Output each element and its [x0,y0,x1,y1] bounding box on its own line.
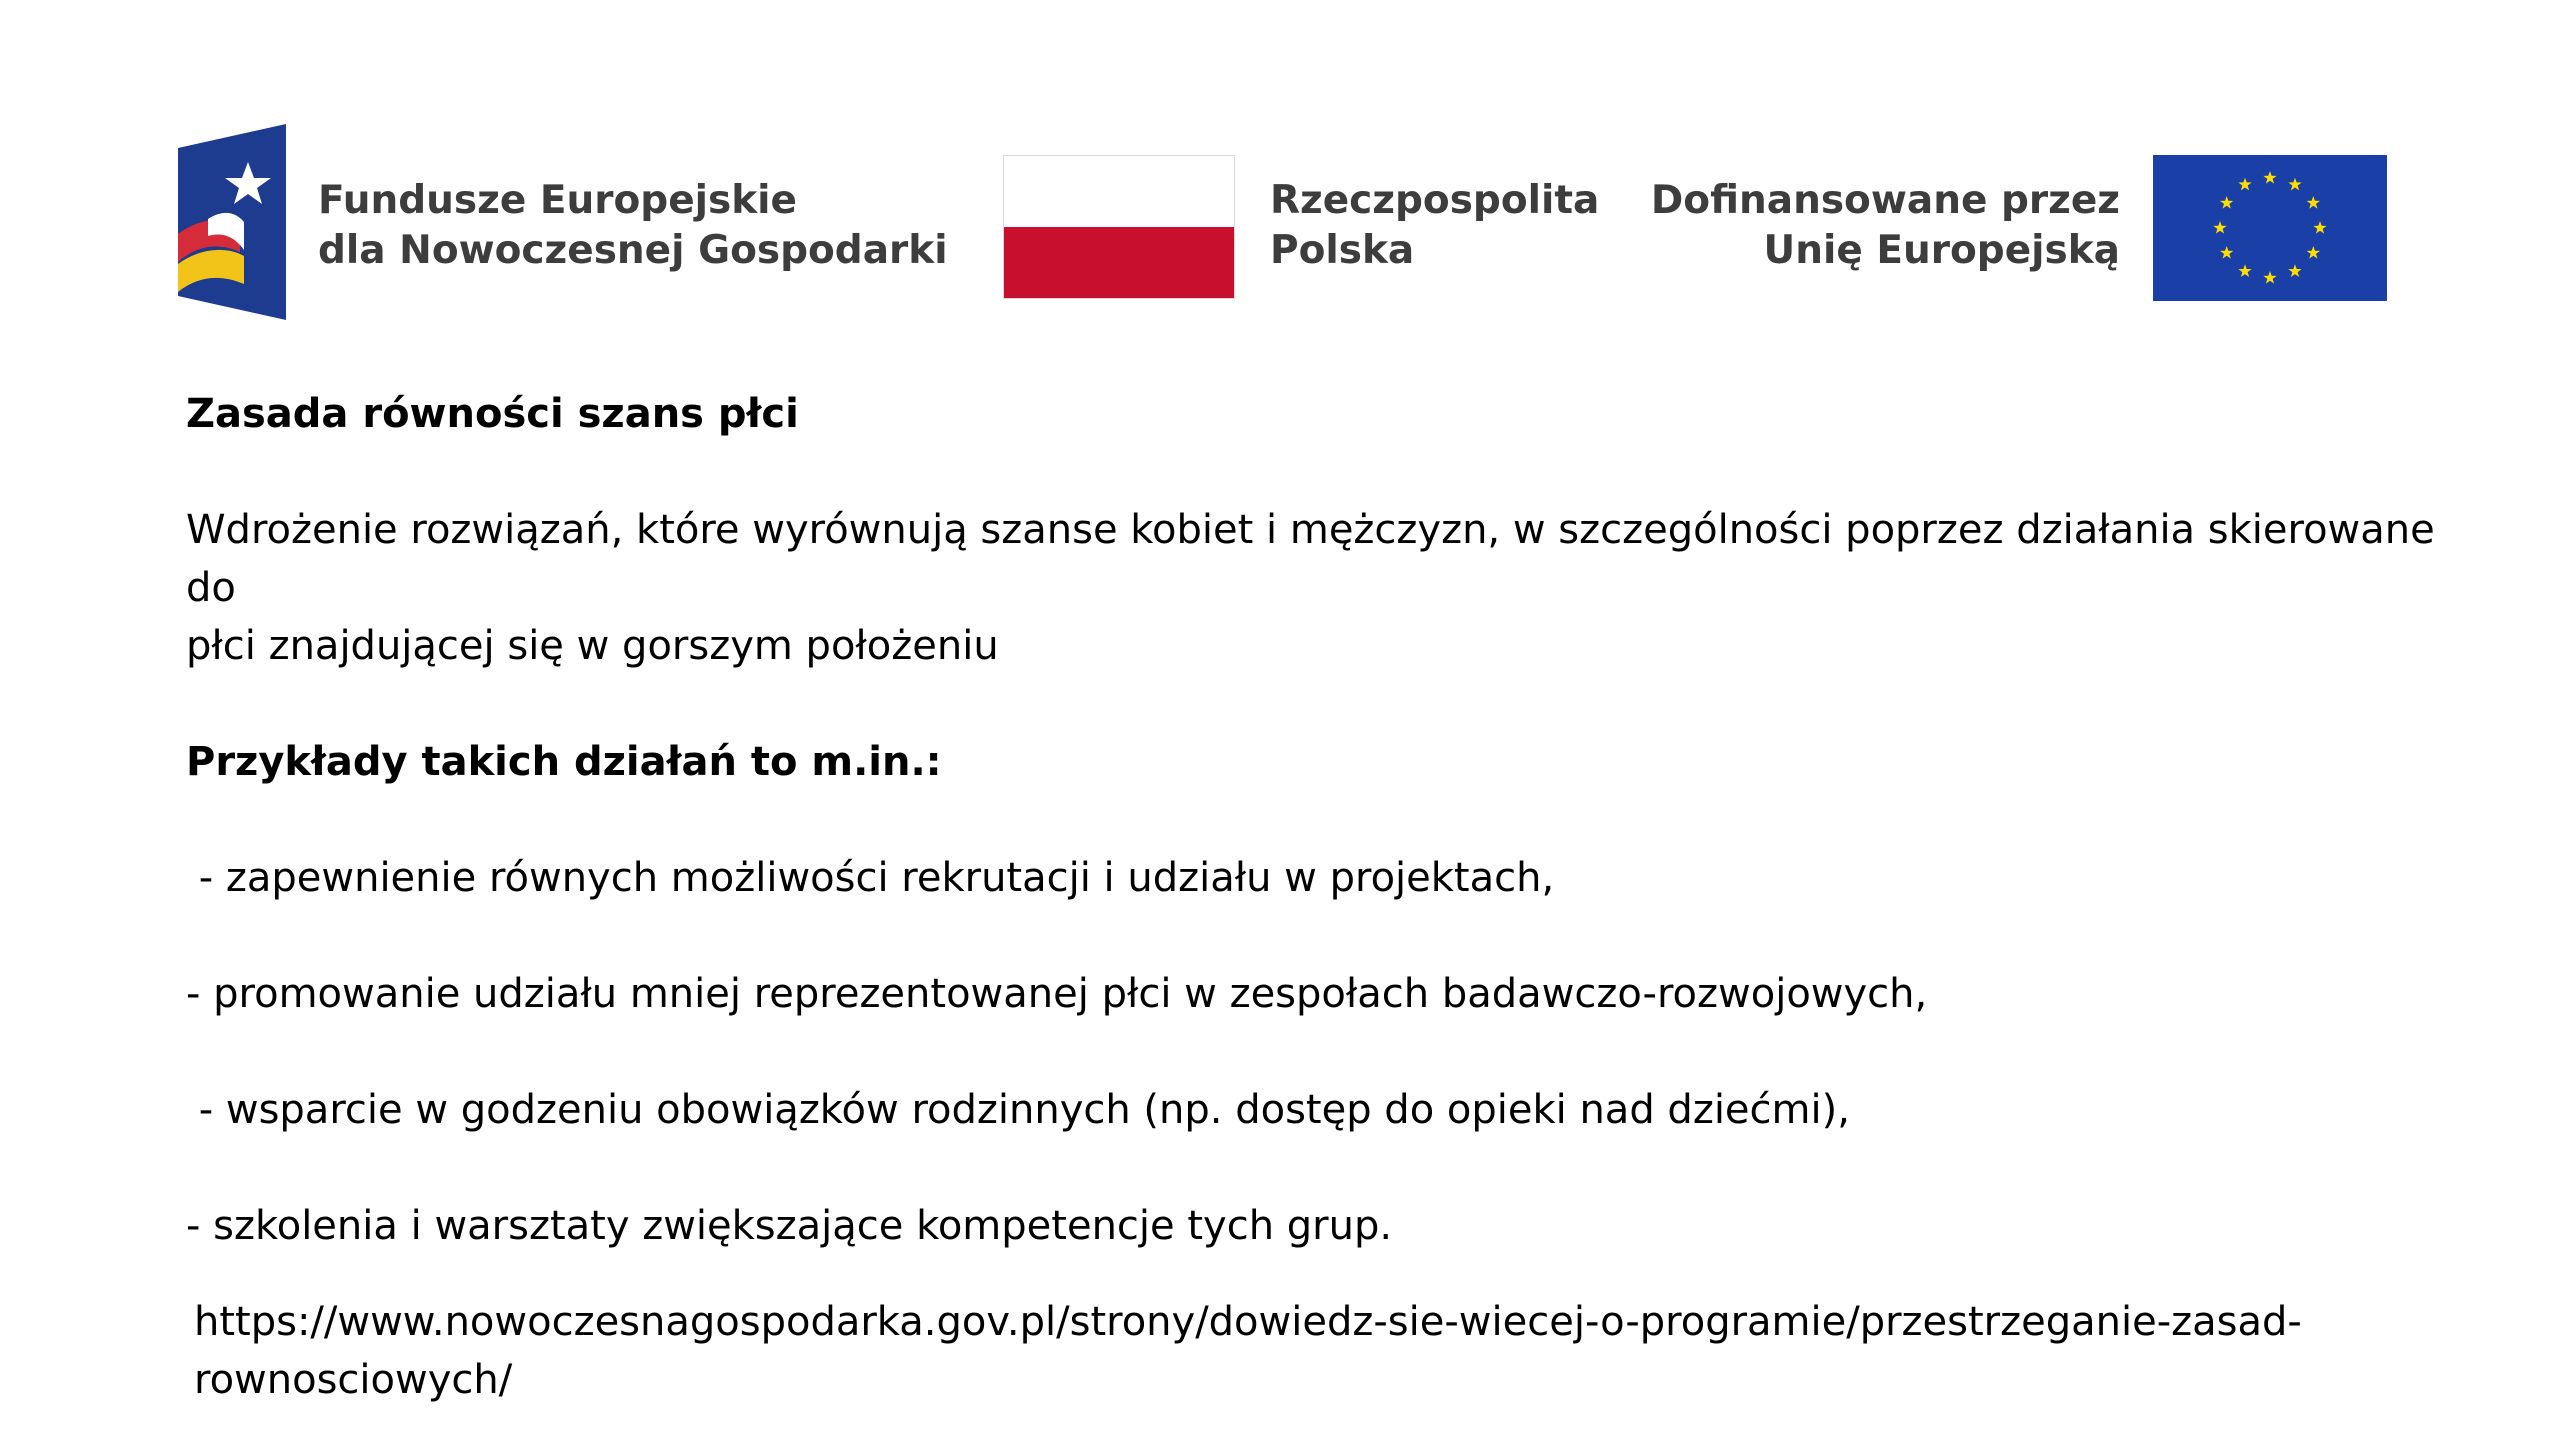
eu-flag-icon [2153,155,2387,301]
fe-line2: dla Nowoczesnej Gospodarki [318,228,948,273]
polish-flag-icon [1003,155,1235,299]
list-item: - wsparcie w godzeniu obowiązków rodzinnych (np. dostęp do opieki nad dziećmi), [186,1087,1850,1133]
fundusze-europejskie-logo [178,124,286,320]
list-item: - szkolenia i warsztaty zwiększające kompetencje tych grup. [186,1203,1393,1249]
fundusze-europejskie-text [318,176,948,276]
list-item: - zapewnienie równych możliwości rekrutacji i udziału w projektach, [186,855,1555,901]
ue-line1: Dofinansowane przez [1650,178,2120,223]
fe-line1: Fundusze Europejskie [318,178,797,223]
source-url-line-2: rownosciowych/ [194,1357,513,1403]
document-title: Zasada równości szans płci [186,391,799,437]
dofinansowane-ue-text [1651,176,2120,276]
intro-line-2: płci znajdującej się w gorszym położeniu [186,623,999,669]
list-item: - promowanie udziału mniej reprezentowanej płci w zespołach badawczo-rozwojowych, [186,971,1928,1017]
ue-line2: Unię Europejską [1763,228,2120,273]
rp-line1: Rzeczpospolita [1270,178,1600,223]
logo-bar [0,0,2560,340]
document-body [186,385,2446,1409]
rp-line2: Polska [1270,228,1415,273]
examples-heading: Przykłady takich działań to m.in.: [186,739,942,785]
source-url-line-1: https://www.nowoczesnagospodarka.gov.pl/strony/dowiedz-sie-wiecej-o-programie/przestrzeganie-zasad- [194,1299,2302,1345]
rzeczpospolita-polska-text [1270,176,1599,276]
intro-line-1: Wdrożenie rozwiązań, które wyrównują szanse kobiet i mężczyzn, w szczególności poprzez działania skierowane do [186,507,2435,611]
